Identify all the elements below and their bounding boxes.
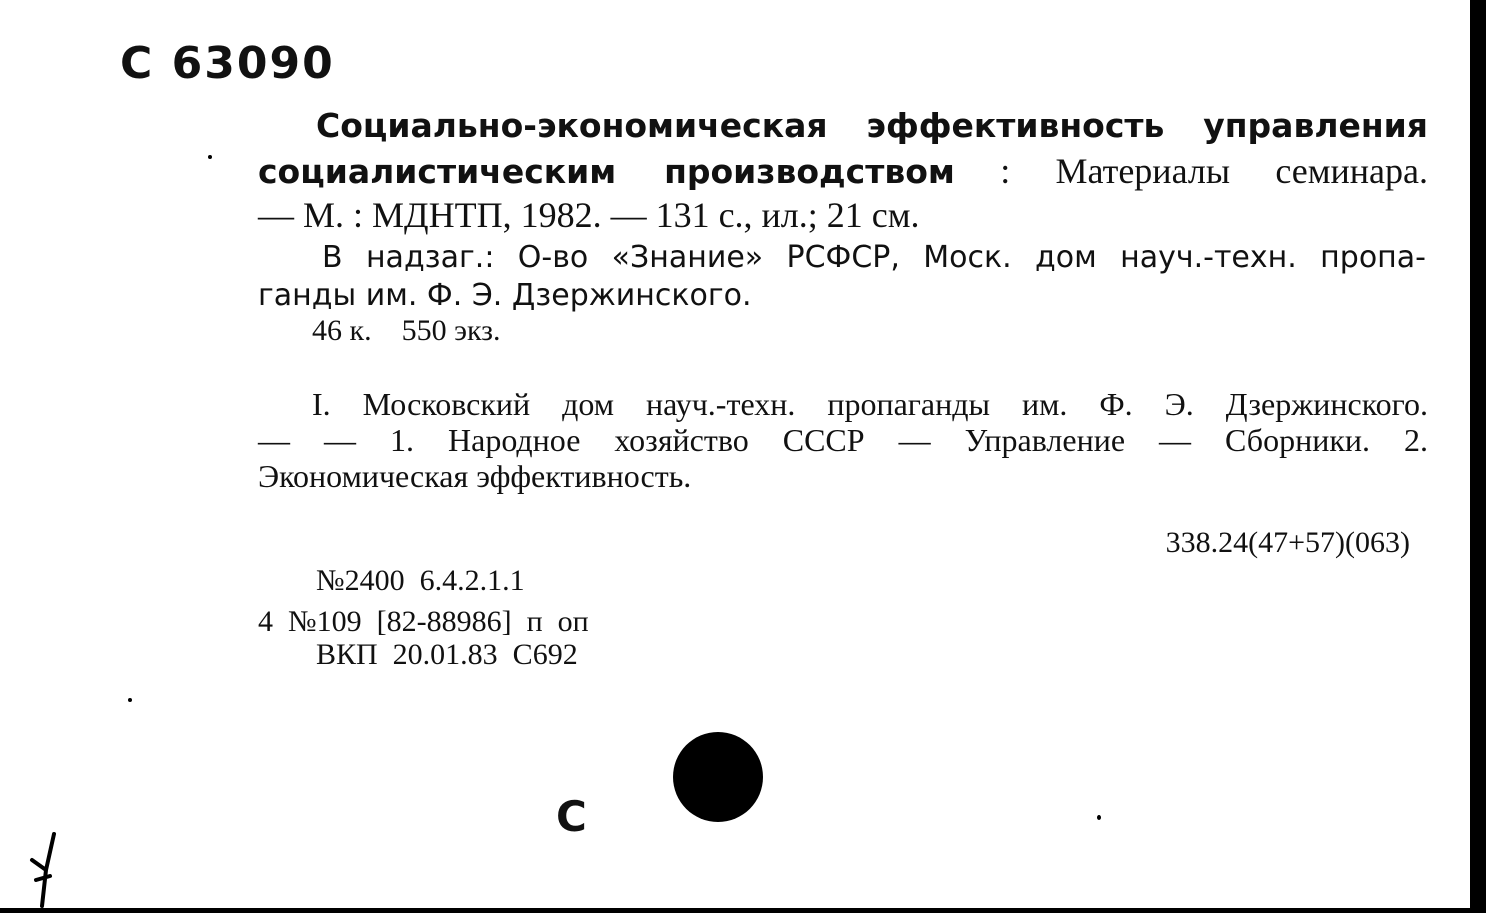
tracing-line-2: — — 1. Народное хозяйство СССР — Управление — Сборники. 2. [258,422,1428,458]
registration-number: №2400 6.4.2.1.1 [316,564,525,597]
note-line-1: В надзаг.: О-во «Знание» РСФСР, Моск. дом науч.-техн. пропа- [322,240,1426,275]
udc-classification: 338.24(47+57)(063) [1165,526,1410,559]
title-line-2 [258,150,1428,192]
price-and-print-run: 46 к. 550 экз. [312,314,501,347]
title-bold-part: социалистическим производством [258,152,955,191]
speck [208,155,212,159]
title-line-1: Социально-экономическая эффективность управления [316,106,1428,145]
vkp-date-code: ВКП 20.01.83 С692 [316,638,578,671]
note-line-2: ганды им. Ф. Э. Дзержинского. [258,278,752,313]
tracing-line-3: Экономическая эффективность. [258,458,692,494]
bottom-letter: С [556,792,587,841]
tracing-line-1: I. Московский дом науч.-техн. пропаганды им. Ф. Э. Дзержинского. [312,386,1428,422]
title-subtitle: : Материалы семинара. [954,151,1428,191]
speck [1097,815,1101,820]
speck [128,698,132,702]
punch-hole [673,732,763,822]
order-number: 4 №109 [82-88986] п оп [258,605,589,638]
call-number: С 63090 [120,38,335,89]
imprint-line: — М. : МДНТП, 1982. — 131 с., ил.; 21 см. [258,195,920,235]
handwritten-mark-icon [24,830,68,910]
